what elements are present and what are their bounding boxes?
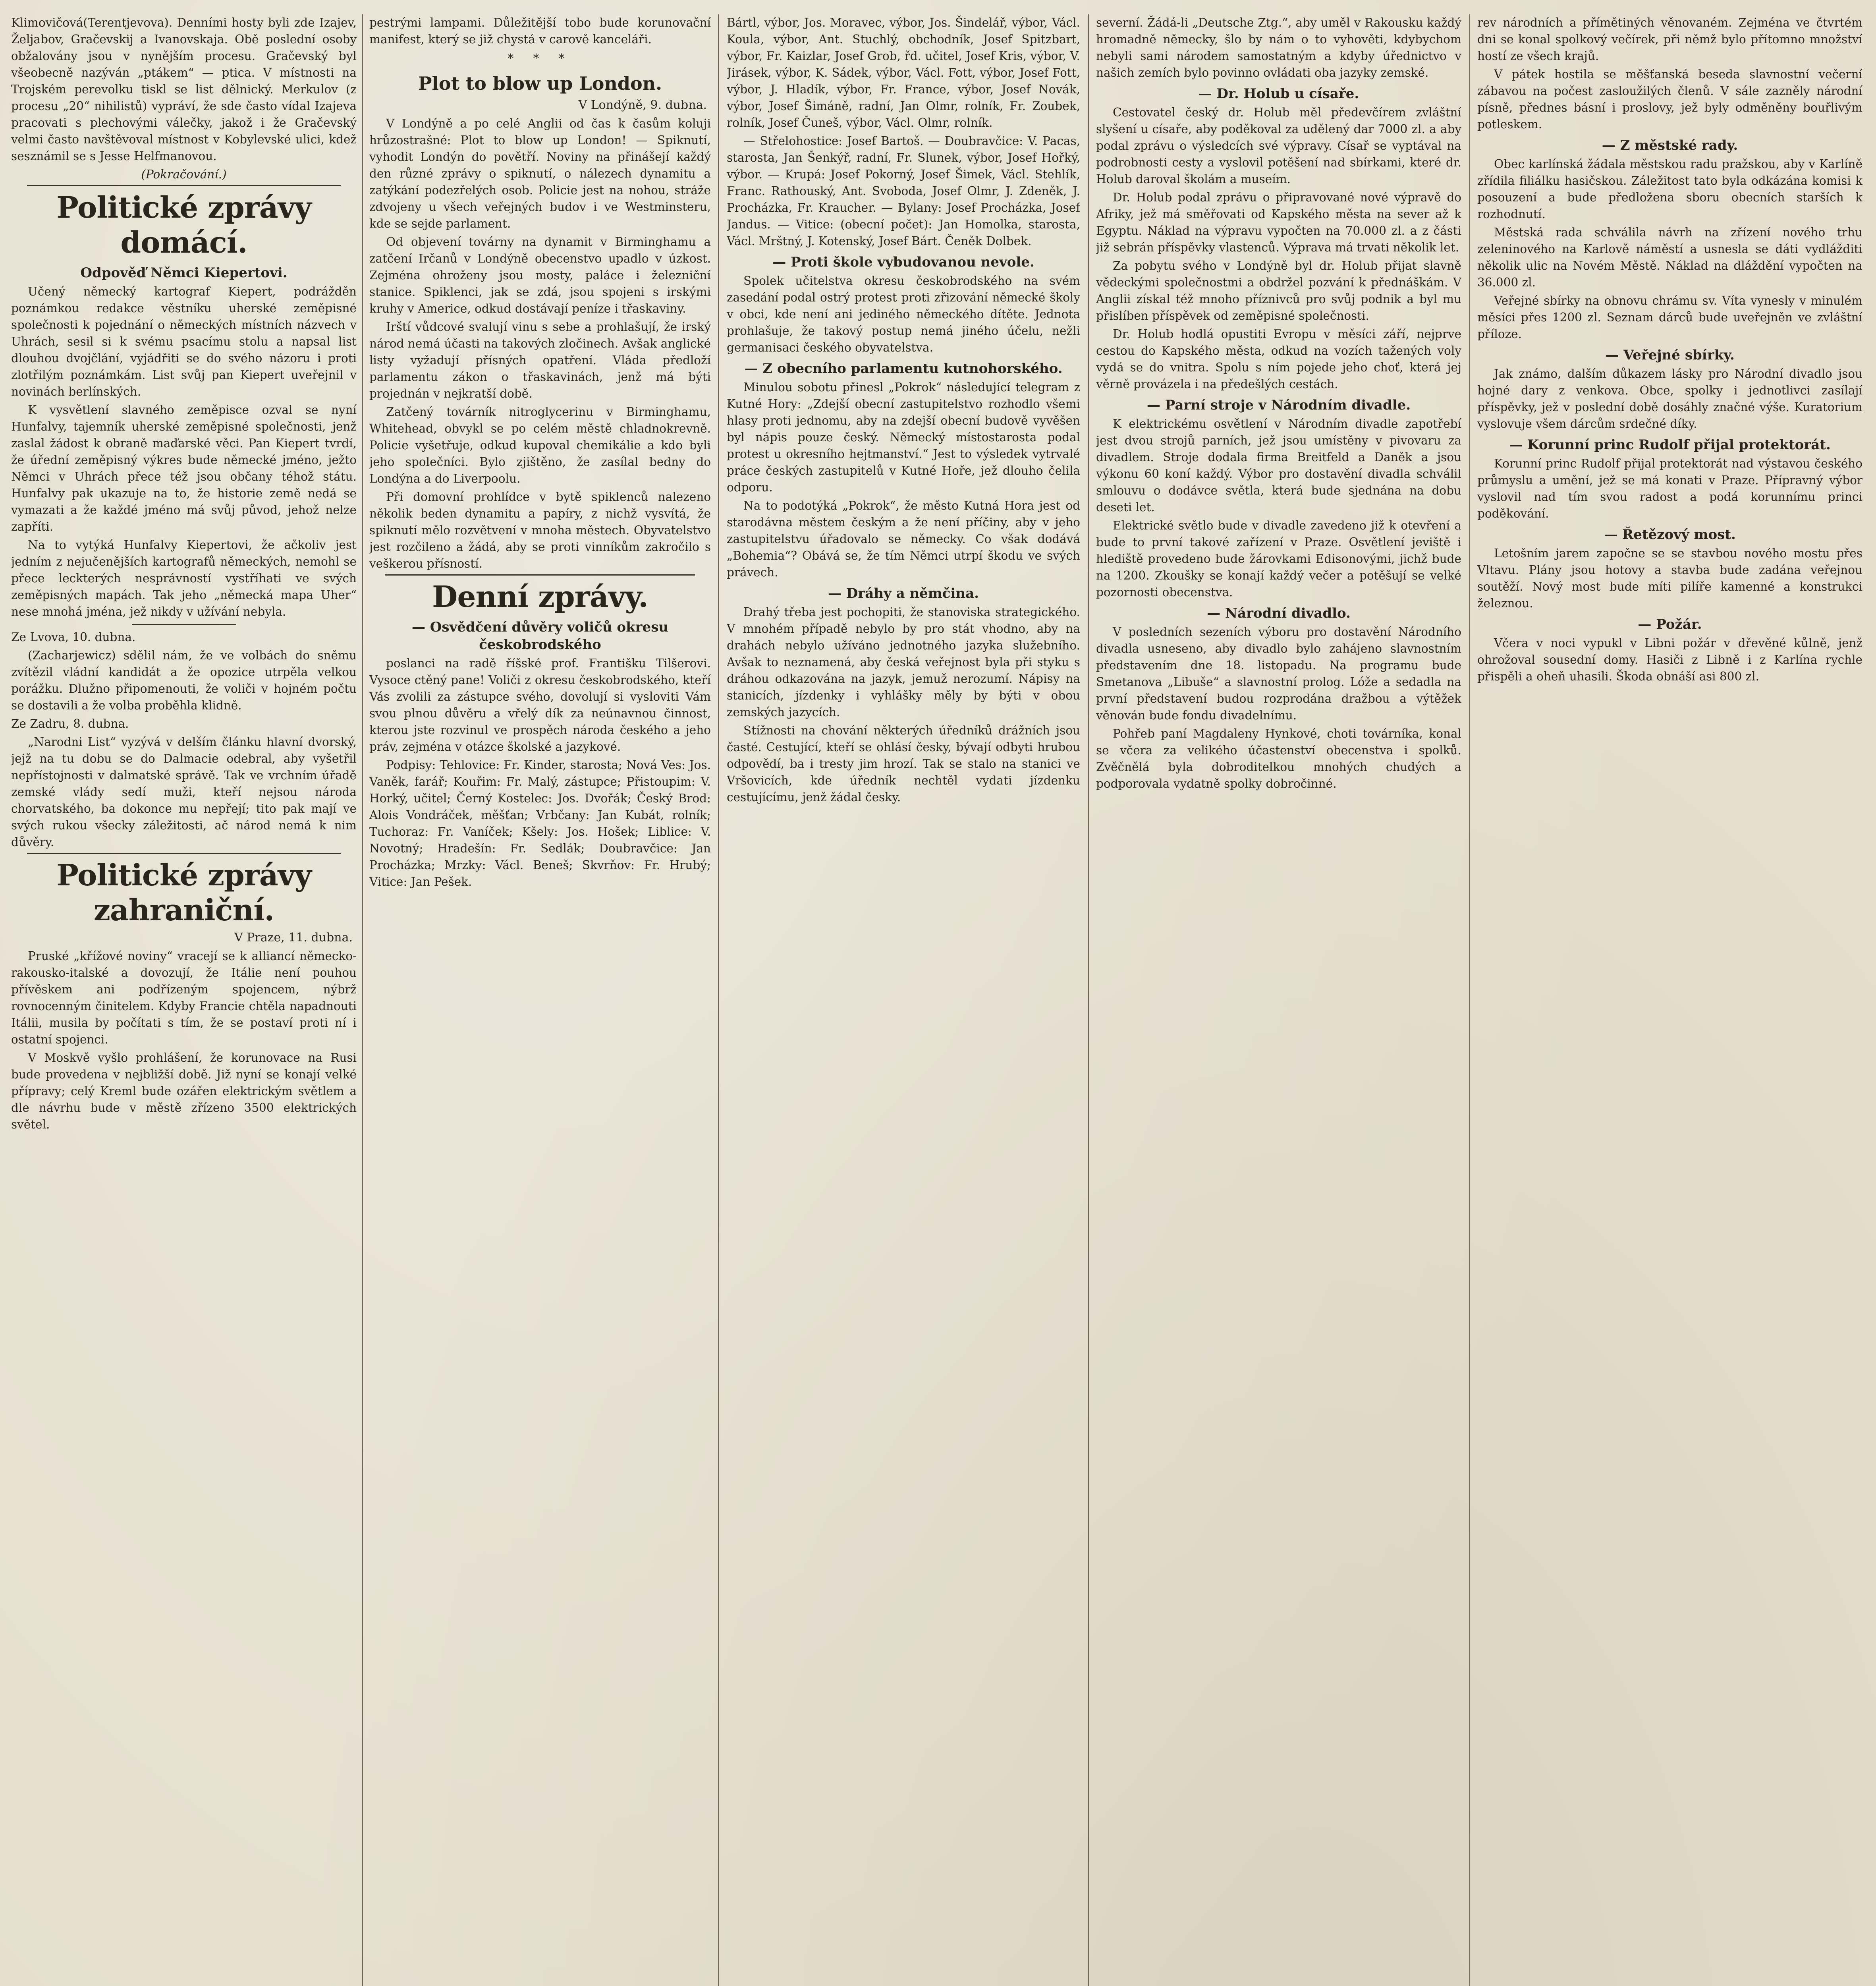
article-paragraph: Minulou sobotu přinesl „Pokrok“ následující telegram z Kutné Hory: „Zdejší obecní zastupitelstvo rozhodlo všemi hlasy proti jednomu, aby na zdejší obecní budově vyvěšen byl nápis pouze český. Německý místostarosta podal protest u okresního hejtmanství.“ Jest to výsledek vytrvalé práce českých zastupitelů v Kutné Hoře, jež dlouho čelila odporu. [727,381,1080,494]
article-headline: — Řetězový most. [1604,527,1736,543]
article-paragraph: Městská rada schválila návrh na zřízení nového trhu zeleninového na Karlově náměstí a usnesla se dáti vydlážditi několik ulic na Novém Městě. Náklad na dláždění vypočten na 36.000 zl. [1477,226,1862,289]
article-paragraph: Dr. Holub podal zprávu o připravované nové výpravě do Afriky, jež má směřovati od Kapského města na sever až k Egyptu. Náklad na výpravu vypočten na 70.000 zl. a z části již sebrán příspěvky vlastenců. Výprava má trvati několik let. [1096,191,1461,254]
article-headline: — Dr. Holub u císaře. [1198,86,1359,102]
article-paragraph: V pátek hostila se měšťanská beseda slavnostní večerní zábavou na počest zasloužilých členů. V sále zazněly národní písně, přednes básní i proslovy, jež byly odměněny bouřlivým potleskem. [1477,68,1862,131]
dateline: V Londýně, 9. dubna. [578,98,707,112]
article-paragraph: Letošním jarem započne se se stavbou nového mostu přes Vltavu. Plány jsou hotovy a stavba bude zadána veřejnou soutěží. Nový most bude míti pilíře kamenné a konstrukci železnou. [1477,547,1862,610]
article-headline: — Národní divadlo. [1207,605,1351,621]
article-paragraph: Elektrické světlo bude v divadle zavedeno již k otevření a bude to první takové zařízení v Praze. Osvětlení jeviště i hlediště provedeno bude žárovkami Edisonovými, jichž bude na 1200. Zkoušky se konají každý večer a potěšují se velké pozornosti obecenstva. [1096,519,1461,599]
article-headline: — Požár. [1638,616,1702,632]
article-paragraph: — Střelohostice: Josef Bartoš. — Doubravčice: V. Pacas, starosta, Jan Šenkýř, radní, Fr. Slunek, výbor, Josef Hořký, výbor. — Krupá: Josef Pokorný, Josef Šimek, Václ. Stehlík, Franc. Rathouský, Ant. Svoboda, Josef Olmr, J. Zdeněk, J. Procházka, Fr. Kraucher. — Bylany: Josef Procházka, Josef Jandus. — Vitice: (obecní počet): Jan Homolka, starosta, Václ. Mrštný, J. Kotenský, Josef Bárt. Čeněk Dolbek. [727,134,1080,248]
article-headline: — Korunní princ Rudolf přijal protektorát. [1509,437,1831,453]
article-continuation: rev národních a přímětiných věnovaném. Zejména ve čtvrtém dni se konal spolkový večírek, při němž bylo přítomno množství hostí ze všech krajů. [1477,16,1862,63]
section-rule [27,185,341,186]
dateline: Ze Zadru, 8. dubna. [11,717,129,730]
article-paragraph: Korunní princ Rudolf přijal protektorát nad výstavou českého průmyslu a umění, jež se má konati v Praze. Přípravný výbor vyslovil nad tím svou radost a podá korunnímu princi poděkování. [1477,457,1862,520]
article-paragraph: Podpisy: Tehlovice: Fr. Kinder, starosta; Nová Ves: Jos. Vaněk, farář; Kouřim: Fr. Malý, zástupce; Přistoupim: V. Horký, učitel; Černý Kostelec: Jos. Dvořák; Český Brod: Alois Vondráček, měšťan; Vrbčany: Jan Kubát, rolník; Tuchoraz: Fr. Vaníček; Kšely: Jos. Hošek; Liblice: V. Novotný; Hradešín: Fr. Sedlák; Doubravčice: Jan Procházka; Mrzky: Václ. Beneš; Skvrňov: Fr. Hrubý; Vitice: Jan Pešek. [369,758,711,889]
article-headline: — Z městské rady. [1602,137,1738,153]
section-title-daily: Denní zprávy. [432,580,648,614]
column-divider [718,14,719,1986]
article-paragraph: Učený německý kartograf Kiepert, podrážděn poznámkou redakce věstníku uherské zeměpisné společnosti k pojednání o německých místních názvech v Uhrách, sesil si k svému psacímu stolu a napsal list dlouhou dvojčlání, vyjádřiti se do svého názoru i proti zlotřilým poznámkám. List svůj pan Kiepert uveřejnil v novinách berlínských. [11,285,357,398]
article-continuation: pestrými lampami. Důležitější tobo bude korunovační manifest, který se již chystá v carově kanceláři. [369,16,711,46]
article-paragraph: Včera v noci vypukl v Libni požár v dřevěné kůlně, jenž ohrožoval sousední domy. Hasiči z Libně i z Karlína rychle přispěli a oheň uhasili. Škoda obnáší asi 800 zl. [1477,636,1862,683]
article-paragraph: Stížnosti na chování některých úředníků drážních jsou časté. Cestující, kteří se ohlásí česky, bývají odbyti hrubou odpovědí, ba i tresty jim hrozí. Tak se stalo na stanici ve Vršovicích, kde úředník nechtěl vydati jízdenku cestujícímu, jenž žádal česky. [727,724,1080,804]
column-divider [362,14,363,1986]
article-paragraph: Drahý třeba jest pochopiti, že stanoviska strategického. V mnohém případě nebylo by pro stát vhodno, aby na drahách nebylo užíváno jednotného jazyka služebního. Avšak to neznamená, aby česká veřejnost byla při styku s dráhou odkazována na jazyk, jemuž nerozumí. Nápisy na stanicích, jízdenky i vyhlášky měly by býti v obou zemských jazycích. [727,605,1080,719]
dateline: V Praze, 11. dubna. [234,931,353,945]
column-divider [1088,14,1089,1986]
article-paragraph: Obec karlínská žádala městskou radu pražskou, aby v Karlíně zřídila filiálku hasičskou. Záležitost tato byla odkázána komisi k posouzení a bude předložena sboru obecních starších k rozhodnutí. [1477,157,1862,221]
article-continuation: Klimovičová(Terentjevova). Denními hosty byli zde Izajev, Željabov, Gračevskij a Ivanovskaja. Obě poslední osoby obžalovány jsou v nynějším procesu. Gračevský byl všeobecně nazýván „ptákem“ — ptica. V místnosti na Trojském perevolku tiskl se list dělnický. Merkulov (z procesu „20“ nihilistů) vypráví, že sde často vídal Izajeva pracovati s plechovými válečky, jakož i že Gračevský velmi často navštěvoval místnost v Kobylevské ulici, kdež sesznámil se s Jesse Helfmanovou. [11,16,357,163]
article-paragraph: Pruské „křížové noviny“ vracejí se k alliancí německo-rakousko-italské a dovozují, že Itálie není pouhou přívěskem ani podřízeným spojencem, nýbrž rovnocenným činitelem. Kdyby Francie chtěla napadnouti Itálii, musila by počítati s tím, že se postaví proti ní i ostatní spojenci. [11,949,357,1046]
article-paragraph: Zatčený továrník nitroglycerinu v Birminghamu, Whitehead, obvykl se po celém městě chladnokrevně. Policie vyšetřuje, odkud kupoval chemikálie a kdo byli jeho společníci. Bylo zjištěno, že zasílal bedny do Londýna a do Liverpoolu. [369,405,711,485]
article-paragraph: Za pobytu svého v Londýně byl dr. Holub přijat slavně vědeckými společnostmi a obdržel pozvání k přednáškám. V Anglii získal též mnoho příznivců pro svůj podnik a byl mu přislíben příspěvek od zeměpisné společnosti. [1096,259,1461,323]
article-headline: — Parní stroje v Národním divadle. [1146,397,1411,413]
article-paragraph: Veřejné sbírky na obnovu chrámu sv. Víta vynesly v minulém měsíci přes 1200 zl. Seznam dárců bude uveřejněn ve zvláštní příloze. [1477,294,1862,341]
article-headline: — Dráhy a němčina. [828,585,979,601]
article-paragraph: „Narodni List“ vyzývá v delším článku hlavní dvorský, jejž na tu dobu se do Dalmacie odebral, aby vyšetřil nepřístojnosti v dalmatské správě. Tak ve vrchním úřadě zemské vlády sedí muži, kteří nejsou národa chorvatského, ba dokonce mu nepřejí; tito pak mají ve svých rukou všecky záležitosti, ač národ nemá k nim důvěry. [11,735,357,849]
article-paragraph: Při domovní prohlídce v bytě spiklenců nalezeno několik beden dynamitu a papíry, z nichž vysvítá, že spiknutí mělo rozvětvení v mnoha městech. Obyvatelstvo jest rozčileno a žádá, aby se proti vinníkům zakročilo s veškerou přísností. [369,490,711,570]
article-paragraph: Pohřeb paní Magdaleny Hynkové, choti továrníka, konal se včera za velikého účastenství obecenstva i spolků. Zvěčnělá byla dobroditelkou mnohých chudých a podporovala vydatně spolky dobročinné. [1096,727,1461,790]
column-divider [1469,14,1470,1986]
column-5 [1477,14,1862,1986]
article-paragraph: Dr. Holub hodlá opustiti Evropu v měsíci září, nejprve cestou do Kapského města, odkud na vozích tažených voly vydá se do vnitra. Spolu s ním pojede jeho choť, která jej věrně provázela i na předešlých cestách. [1096,327,1461,391]
stars-separator: * * * [508,52,573,65]
section-title-foreign: Politické zprávy zahraniční. [56,858,311,927]
column-3 [727,14,1080,1986]
section-rule [385,574,695,576]
article-paragraph: K elektrickému osvětlení v Národním divadle zapotřebí jest dvou strojů parních, jež jsou umístěny v pivovaru za divadlem. Stroje dodala firma Breitfeld a Daněk a jsou výkonu 60 koní každý. Výbor pro dostavění divadla schválil smlouvu o dodávce světla, která bude sjednána na dobu deseti let. [1096,417,1461,514]
article-paragraph: Jak známo, dalším důkazem lásky pro Národní divadlo jsou hojné dary z venkova. Obce, spolky i jednotlivci zasílají příspěvky, jež v poslední době dosáhly značné výše. Kuratorium vyslovuje všem dárcům srdečné díky. [1477,367,1862,431]
dateline: Ze Lvova, 10. dubna. [11,630,136,644]
article-paragraph: Irští vůdcové svalují vinu s sebe a prohlašují, že irský národ nemá účasti na takových zločinech. Avšak anglické listy vyžadují přísných opatření. Vláda předloží parlamentu zákon o třaskavinách, jenž má býti projednán v nejkratší době. [369,320,711,400]
article-continuation: severní. Žádá-li „Deutsche Ztg.“, aby uměl v Rakousku každý hromadně německy, šlo by nám o to vyhověti, kdybychom nebyli sami národem samostatným a kdyby úřednictvo v našich zemích bylo povinno ovládati oba jazyky zemské. [1096,16,1461,79]
article-headline: — Z obecního parlamentu kutnohorského. [744,361,1063,377]
article-headline: Odpověď Němci Kiepertovi. [80,265,288,281]
article-continuation: Bártl, výbor, Jos. Moravec, výbor, Jos. Šindelář, výbor, Václ. Koula, výbor, Ant. Stuchlý, obchodník, Josef Spitzbart, výbor, Fr. Kaizlar, Josef Grob, řd. učitel, Josef Kris, výbor, V. Jirásek, výbor, K. Sádek, výbor, Václ. Fott, výbor, Josef Fott, výbor, J. Hladík, výbor, Fr. France, výbor, Josef Novák, výbor, Josef Šimáně, radní, Jan Olmr, rolník, Fr. Zoubek, rolník, Josef Čuneš, výbor, Václ. Olmr, rolník. [727,16,1080,129]
article-paragraph: (Zacharjewicz) sdělil nám, že ve volbách do sněmu zvítězil vládní kandidát a že opozice utrpěla velkou porážku. Dlužno připomenouti, že voliči v hojném počtu se dostavili a že volba proběhla klidně. [11,649,357,712]
article-headline: — Proti škole vybudovanou nevole. [772,254,1035,270]
column-2 [369,14,711,1986]
article-paragraph: V Londýně a po celé Anglii od čas k časům koluji hrůzostrašné: Plot to blow up London! — Spiknutí, vyhodit Londýn do povětří. Noviny na přinášejí každý den různé zprávy o spiknutí, o nálezech dynamitu a zatýkání podezřelých osob. Policie jest na nohou, stráže zdvojeny u všech veřejných budov i ve Westminsteru, kde se sejde parlament. [369,117,711,230]
article-paragraph: Od objevení továrny na dynamit v Birminghamu a zatčení Irčanů v Londýně obecenstvo upadlo v úzkost. Zejména ohroženy jsou mosty, paláce i železniční stanice. Spiklenci, jak se zdá, jsou spojeni s irskými kruhy v Americe, odkud dostávají peníze i třaskaviny. [369,235,711,315]
article-paragraph: Na to podotýká „Pokrok“, že město Kutná Hora jest od starodávna městem českým a že není příčiny, aby v jeho zastupitelstvu úřadovalo se německy. Co však dodává „Bohemia“? Obává se, že tím Němci utrpí škodu ve svých právech. [727,499,1080,579]
article-paragraph: V Moskvě vyšlo prohlášení, že korunovace na Rusi bude provedena v nejbližší době. Již nyní se konají velké přípravy; celý Kreml bude ozářen elektrickým světlem a dle návrhu bude v městě zřízeno 3500 elektrických světel. [11,1051,357,1131]
article-headline: Plot to blow up London. [418,73,662,94]
separator [132,624,236,625]
article-paragraph: V posledních sezeních výboru pro dostavění Národního divadla usneseno, aby divadlo bylo zahájeno slavnostním představením dne 18. listopadu. Na programu bude Smetanova „Libuše“ a slavnostní prolog. Lóže a sedadla na první představení budou rozprodána dražbou a výtěžek věnován bude fondu divadelnímu. [1096,625,1461,722]
article-headline: — Osvědčení důvěry voličů okresu českobrodského [411,619,669,653]
article-paragraph: Spolek učitelstva okresu českobrodského na svém zasedání podal ostrý protest proti zřizování německé školy v obci, kde není ani jediného německého dítěte. Jednota prohlašuje, že takový postup nemá jiného účelu, nežli germanisaci českého obyvatelstva. [727,274,1080,354]
article-paragraph: poslanci na radě říšské prof. Františku Tilšerovi. Vysoce ctěný pane! Voliči z okresu českobrodského, kteří Vás zvolili za zástupce svého, dovolují si vysloviti Vám svou plnou důvěru a vřelý dík za neúnavnou činnost, kterou jste rozvinul ve prospěch národa českého a jeho práv, zejména v otázce školské a jazykové. [369,657,711,753]
continuation-note: (Pokračování.) [141,168,227,181]
article-paragraph: Cestovatel český dr. Holub měl předevčírem zvláštní slyšení u císaře, aby poděkoval za udělený dar 7000 zl. a aby podal zprávu o výsledcích své výpravy. Císař se vyptával na podrobnosti cesty a vyslovil potěšení nad sbírkami, které dr. Holub daroval školám a museím. [1096,106,1461,186]
column-4 [1096,14,1461,1986]
section-rule [27,853,341,854]
article-paragraph: K vysvětlení slavného zeměpisce ozval se nyní Hunfalvy, tajemník uherské zeměpisné společnosti, jenž zaslal žádost k obraně maďarské věci. Pan Kiepert tvrdí, že úřední zeměpisný výkres bude německé jméno, ježto Němci v Uhrách přece též jsou občany téhož státu. Hunfalvy pak ukazuje na to, že historie země nedá se vymazati a že každé jméno má svůj původ, jehož nelze zapříti. [11,403,357,533]
column-1 [11,14,357,1986]
article-headline: — Veřejné sbírky. [1605,347,1735,363]
article-paragraph: Na to vytýká Hunfalvy Kiepertovi, že ačkoliv jest jedním z nejučenějších kartografů německých, nemohl se přece leckterých nesprávností vystříhati ve svých zeměpisných mapách. Tak jeho „německá mapa Uher“ nese mnohá jména, jež nikdy v užívání nebyla. [11,538,357,618]
section-title-domestic: Politické zprávy domácí. [56,191,311,260]
